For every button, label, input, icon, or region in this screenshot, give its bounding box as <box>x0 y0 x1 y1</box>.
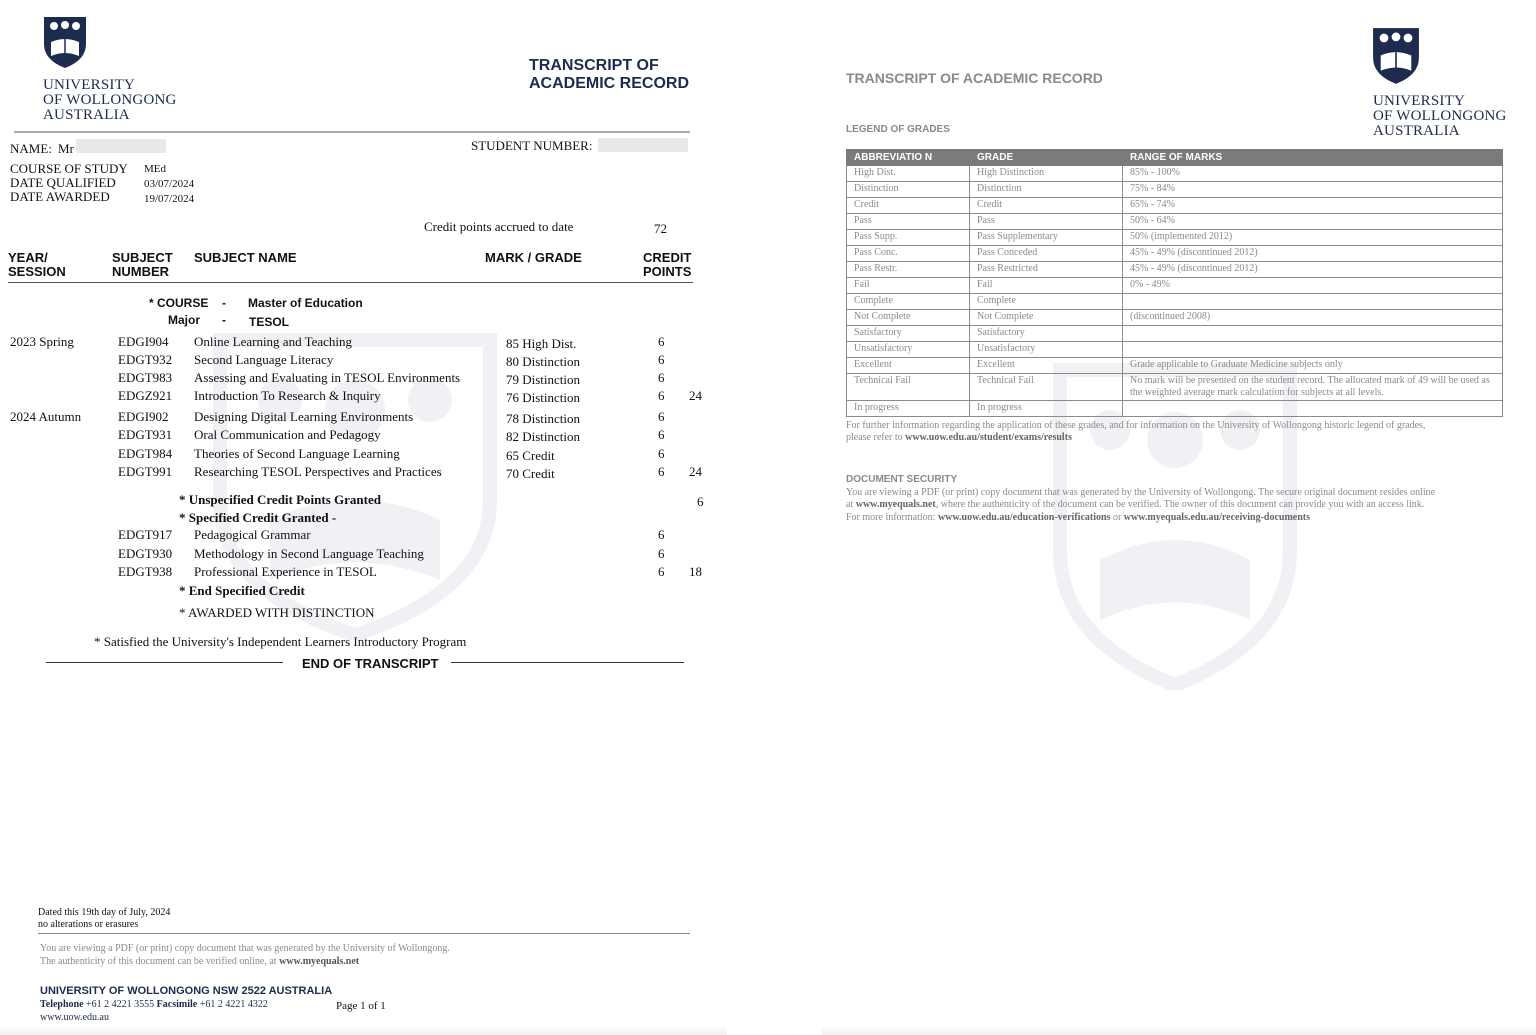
legend-col-grade: GRADE <box>970 150 1123 166</box>
page-edge <box>0 1025 727 1035</box>
date-qualified-value: 03/07/2024 <box>144 178 195 190</box>
exam-results-link[interactable]: www.uow.edu.au/student/exams/results <box>905 432 1072 443</box>
logo-line: AUSTRALIA <box>43 107 130 123</box>
subject-name: Oral Communication and Pedagogy <box>194 427 381 442</box>
pdf-notice-line-1: You are viewing a PDF (or print) copy document that was generated by the University of Wollongong. <box>40 943 450 954</box>
subject-number: EDGT984 <box>118 446 173 461</box>
subject-name: Designing Digital Learning Environments <box>194 409 414 424</box>
course-dash: - <box>222 296 226 310</box>
legend-cell-range <box>1123 326 1503 342</box>
website-link[interactable]: www.uow.edu.au <box>40 1012 109 1023</box>
subject-name: Online Learning and Teaching <box>194 334 353 349</box>
legend-cell-grade: Technical Fail <box>970 374 1123 401</box>
col-subject-number <box>112 251 173 279</box>
legend-cell-grade: Credit <box>970 198 1123 214</box>
session-total-points: 24 <box>689 464 702 479</box>
university-address: UNIVERSITY OF WOLLONGONG NSW 2522 AUSTRALIA <box>40 985 333 997</box>
subject-credit-points: 6 <box>658 409 665 424</box>
legend-heading: LEGEND OF GRADES <box>846 124 950 135</box>
subject-session: 2023 Spring <box>10 334 74 349</box>
col-header-line: POINTS <box>643 264 692 279</box>
session-total-points: 24 <box>689 388 702 403</box>
subject-mark: 80 Distinction <box>506 354 581 369</box>
legend-cell-range: No mark will be presented on the student record. The allocated mark of 49 will be used as the weighted average mark calculation for subjects at all levels. <box>1123 374 1503 401</box>
legend-cell-abbr: Pass <box>847 214 970 230</box>
subject-credit-points: 6 <box>658 527 665 542</box>
legend-cell-grade: Satisfactory <box>970 326 1123 342</box>
legend-cell-range: 45% - 49% (discontinued 2012) <box>1123 246 1503 262</box>
course-label: * COURSE <box>149 296 209 310</box>
legend-cell-abbr: Complete <box>847 294 970 310</box>
legend-cell-grade: Unsatisfactory <box>970 342 1123 358</box>
credit-subject-row <box>0 564 727 582</box>
awarded-with-distinction: * AWARDED WITH DISTINCTION <box>179 605 375 620</box>
course-of-study-label: COURSE OF STUDY <box>10 161 128 176</box>
subject-mark: 65 Credit <box>506 448 555 463</box>
credit-total-points: 18 <box>689 564 702 579</box>
further-info-line-2 <box>846 432 1072 443</box>
myequals-link[interactable]: www.myequals.net <box>279 956 360 967</box>
col-header-line: CREDIT <box>643 250 692 265</box>
legend-cell-abbr: High Dist. <box>847 166 970 182</box>
subject-mark: 78 Distinction <box>506 411 581 426</box>
page-title <box>529 57 689 93</box>
legend-cell-abbr: Pass Conc. <box>847 246 970 262</box>
col-header-line: NUMBER <box>112 264 170 279</box>
legend-cell-range: 0% - 49% <box>1123 278 1503 294</box>
date-qualified-label: DATE QUALIFIED <box>10 175 116 190</box>
legend-cell-grade: Not Complete <box>970 310 1123 326</box>
subject-credit-points: 6 <box>658 370 665 385</box>
legend-cell-range: 75% - 84% <box>1123 182 1503 198</box>
subject-number: EDGI904 <box>118 334 169 349</box>
column-header-divider <box>8 282 693 283</box>
credit-points-label: Credit points accrued to date <box>424 219 574 234</box>
subject-credit-points: 6 <box>658 464 665 479</box>
subject-credit-points: 6 <box>658 546 665 561</box>
subject-row <box>0 409 727 427</box>
facsimile-label: Facsimile <box>156 999 198 1010</box>
subject-mark: 70 Credit <box>506 466 555 481</box>
page-gutter <box>727 0 822 1035</box>
telephone-label: Telephone <box>40 999 84 1010</box>
name-label: NAME: <box>10 141 52 156</box>
course-of-study-value: MEd <box>144 163 166 175</box>
legend-cell-abbr: Unsatisfactory <box>847 342 970 358</box>
transcript-page-2 <box>822 0 1536 1035</box>
logo-text <box>43 78 177 123</box>
legend-row <box>847 310 1503 326</box>
legend-cell-abbr: Not Complete <box>847 310 970 326</box>
legend-cell-grade: Pass Supplementary <box>970 230 1123 246</box>
logo-line: OF WOLLONGONG <box>43 92 177 108</box>
subject-row <box>0 370 727 388</box>
security-line-1: You are viewing a PDF (or print) copy document that was generated by the University of Wollongong. The secure original document resides online <box>846 487 1436 498</box>
legend-cell-grade: Pass <box>970 214 1123 230</box>
legend-row <box>847 246 1503 262</box>
subject-session: 2024 Autumn <box>10 409 82 424</box>
education-verifications-link[interactable]: www.uow.edu.au/education-verifications <box>937 512 1111 523</box>
redacted-name <box>76 139 166 153</box>
legend-cell-abbr: Pass Restr. <box>847 262 970 278</box>
subject-number: EDGI902 <box>118 409 169 424</box>
col-year-session <box>8 251 66 279</box>
subject-number: EDGT991 <box>118 464 173 479</box>
further-info-line-1: For further information regarding the application of these grades, and for information on the University of Wollongong historic legend of grades, <box>846 420 1426 431</box>
security-text: at <box>846 499 854 510</box>
legend-cell-abbr: Pass Supp. <box>847 230 970 246</box>
subject-row <box>0 334 727 352</box>
legend-cell-range: 85% - 100% <box>1123 166 1503 182</box>
legend-cell-range <box>1123 342 1503 358</box>
facsimile-value: +61 2 4221 4322 <box>199 999 268 1010</box>
end-specified-credit: * End Specified Credit <box>179 583 305 598</box>
legend-table <box>846 149 1503 417</box>
legend-cell-abbr: Excellent <box>847 358 970 374</box>
specified-credit: * Specified Credit Granted - <box>179 510 337 525</box>
logo-line: OF WOLLONGONG <box>1373 108 1507 124</box>
credit-points-value: 72 <box>654 221 667 236</box>
security-text: For more information: <box>846 512 936 523</box>
major-label: Major <box>168 313 201 327</box>
security-line-2 <box>846 499 1424 510</box>
university-crest-icon <box>43 16 87 69</box>
subject-credit-points: 6 <box>658 446 665 461</box>
legend-row <box>847 230 1503 246</box>
security-heading: DOCUMENT SECURITY <box>846 474 958 485</box>
subject-number: EDGT917 <box>118 527 173 542</box>
subject-name: Pedagogical Grammar <box>194 527 311 542</box>
subject-credit-points: 6 <box>658 334 665 349</box>
subject-name: Theories of Second Language Learning <box>194 446 400 461</box>
pdf-notice-line-2 <box>40 956 359 967</box>
end-divider-left <box>46 662 283 663</box>
title-line: TRANSCRIPT OF <box>529 57 659 74</box>
date-awarded-value: 19/07/2024 <box>144 193 195 205</box>
further-info-text: please refer to <box>846 432 903 443</box>
legend-row <box>847 342 1503 358</box>
legend-cell-abbr: In progress <box>847 401 970 417</box>
legend-cell-abbr: Credit <box>847 198 970 214</box>
legend-row <box>847 358 1503 374</box>
legend-cell-abbr: Satisfactory <box>847 326 970 342</box>
subject-number: EDGT931 <box>118 427 173 442</box>
end-divider-right <box>451 662 684 663</box>
legend-row <box>847 262 1503 278</box>
subject-mark: 82 Distinction <box>506 429 581 444</box>
redacted-student-number <box>598 138 688 152</box>
legend-row <box>847 182 1503 198</box>
subject-number: EDGT938 <box>118 564 173 579</box>
major-dash: - <box>222 313 226 327</box>
legend-row <box>847 326 1503 342</box>
legend-cell-range: 65% - 74% <box>1123 198 1503 214</box>
col-subject-name: SUBJECT NAME <box>194 250 297 265</box>
page-number: Page 1 of 1 <box>336 1000 386 1012</box>
legend-cell-range: Grade applicable to Graduate Medicine subjects only <box>1123 358 1503 374</box>
col-header-line: YEAR/ <box>8 250 48 265</box>
major-value: TESOL <box>249 315 290 329</box>
logo-line: AUSTRALIA <box>1373 123 1460 139</box>
footer-divider <box>38 933 690 934</box>
no-alterations-note: no alterations or erasures <box>38 919 139 930</box>
subject-row <box>0 446 727 464</box>
subject-row <box>0 427 727 445</box>
subject-row <box>0 352 727 370</box>
myequals-link[interactable]: www.myequals.net <box>855 499 936 510</box>
subject-credit-points: 6 <box>658 427 665 442</box>
credit-subject-row <box>0 527 727 545</box>
legend-cell-grade: Complete <box>970 294 1123 310</box>
subject-name: Professional Experience in TESOL <box>194 564 377 579</box>
security-text: , where the authenticity of the document can be verified. The owner of this document can provide you with an access link. <box>935 499 1425 510</box>
dated-note: Dated this 19th day of July, 2024 <box>38 907 171 918</box>
logo-line: UNIVERSITY <box>1373 93 1465 109</box>
legend-row <box>847 294 1503 310</box>
legend-row <box>847 401 1503 417</box>
legend-cell-abbr: Distinction <box>847 182 970 198</box>
logo-text <box>1373 94 1507 139</box>
legend-cell-range: 50% - 64% <box>1123 214 1503 230</box>
legend-cell-range <box>1123 401 1503 417</box>
col-credit-points <box>643 251 691 279</box>
subject-row <box>0 388 727 406</box>
transcript-page-1 <box>0 0 727 1035</box>
subject-mark: 76 Distinction <box>506 390 581 405</box>
page-edge <box>822 1025 1536 1035</box>
title-line: ACADEMIC RECORD <box>529 75 689 92</box>
legend-col-range: RANGE OF MARKS <box>1123 150 1503 166</box>
subject-number: EDGT930 <box>118 546 173 561</box>
security-line-3 <box>846 512 1310 523</box>
subject-name: Second Language Literacy <box>194 352 334 367</box>
legend-cell-grade: Pass Restricted <box>970 262 1123 278</box>
subject-number: EDGT983 <box>118 370 173 385</box>
university-crest-icon <box>1372 27 1420 85</box>
legend-cell-range <box>1123 294 1503 310</box>
subject-credit-points: 6 <box>658 564 665 579</box>
subject-row <box>0 464 727 482</box>
logo-line: UNIVERSITY <box>43 77 135 93</box>
legend-row <box>847 278 1503 294</box>
contact-line <box>40 999 268 1010</box>
student-number-label: STUDENT NUMBER: <box>471 138 593 153</box>
subject-number: EDGZ921 <box>118 388 173 403</box>
telephone-value: +61 2 4221 3555 <box>86 999 155 1010</box>
legend-cell-range: 50% (implemented 2012) <box>1123 230 1503 246</box>
legend-cell-grade: High Distinction <box>970 166 1123 182</box>
subject-number: EDGT932 <box>118 352 173 367</box>
legend-cell-range: (discontinued 2008) <box>1123 310 1503 326</box>
date-awarded-label: DATE AWARDED <box>10 189 110 204</box>
col-header-line: SESSION <box>8 264 66 279</box>
unspecified-credit: * Unspecified Credit Points Granted <box>179 492 381 507</box>
legend-cell-abbr: Fail <box>847 278 970 294</box>
legend-row <box>847 198 1503 214</box>
legend-row <box>847 374 1503 401</box>
header-divider <box>14 131 690 133</box>
legend-cell-grade: Fail <box>970 278 1123 294</box>
pdf-notice-text: The authenticity of this document can be verified online, at <box>40 956 277 967</box>
legend-cell-range: 45% - 49% (discontinued 2012) <box>1123 262 1503 278</box>
subject-name: Assessing and Evaluating in TESOL Environments <box>194 370 461 385</box>
legend-cell-grade: Distinction <box>970 182 1123 198</box>
subject-credit-points: 6 <box>658 388 665 403</box>
subject-credit-points: 6 <box>658 352 665 367</box>
col-header-line: SUBJECT <box>112 250 173 265</box>
legend-row <box>847 214 1503 230</box>
legend-row <box>847 166 1503 182</box>
credit-subject-row <box>0 546 727 564</box>
subject-name: Methodology in Second Language Teaching <box>194 546 424 561</box>
subject-name: Introduction To Research & Inquiry <box>194 388 381 403</box>
legend-cell-grade: In progress <box>970 401 1123 417</box>
subject-name: Researching TESOL Perspectives and Practices <box>194 464 442 479</box>
page-2-title: TRANSCRIPT OF ACADEMIC RECORD <box>846 70 1103 86</box>
name-value: Mr <box>58 141 74 156</box>
subject-mark: 79 Distinction <box>506 372 581 387</box>
legend-col-abbreviation: ABBREVIATIO N <box>847 150 970 166</box>
receiving-documents-link[interactable]: www.myequals.edu.au/receiving-documents <box>1123 512 1311 523</box>
legend-cell-grade: Excellent <box>970 358 1123 374</box>
legend-cell-abbr: Technical Fail <box>847 374 970 401</box>
security-text: or <box>1112 512 1122 523</box>
subject-mark: 85 High Dist. <box>506 336 577 351</box>
course-value: Master of Education <box>248 296 363 310</box>
col-mark-grade: MARK / GRADE <box>485 250 582 265</box>
satisfied-program-note: * Satisfied the University's Independent Learners Introductory Program <box>94 634 467 649</box>
end-of-transcript: END OF TRANSCRIPT <box>302 656 439 671</box>
legend-cell-grade: Pass Conceded <box>970 246 1123 262</box>
unspecified-credit-value: 6 <box>697 494 704 509</box>
